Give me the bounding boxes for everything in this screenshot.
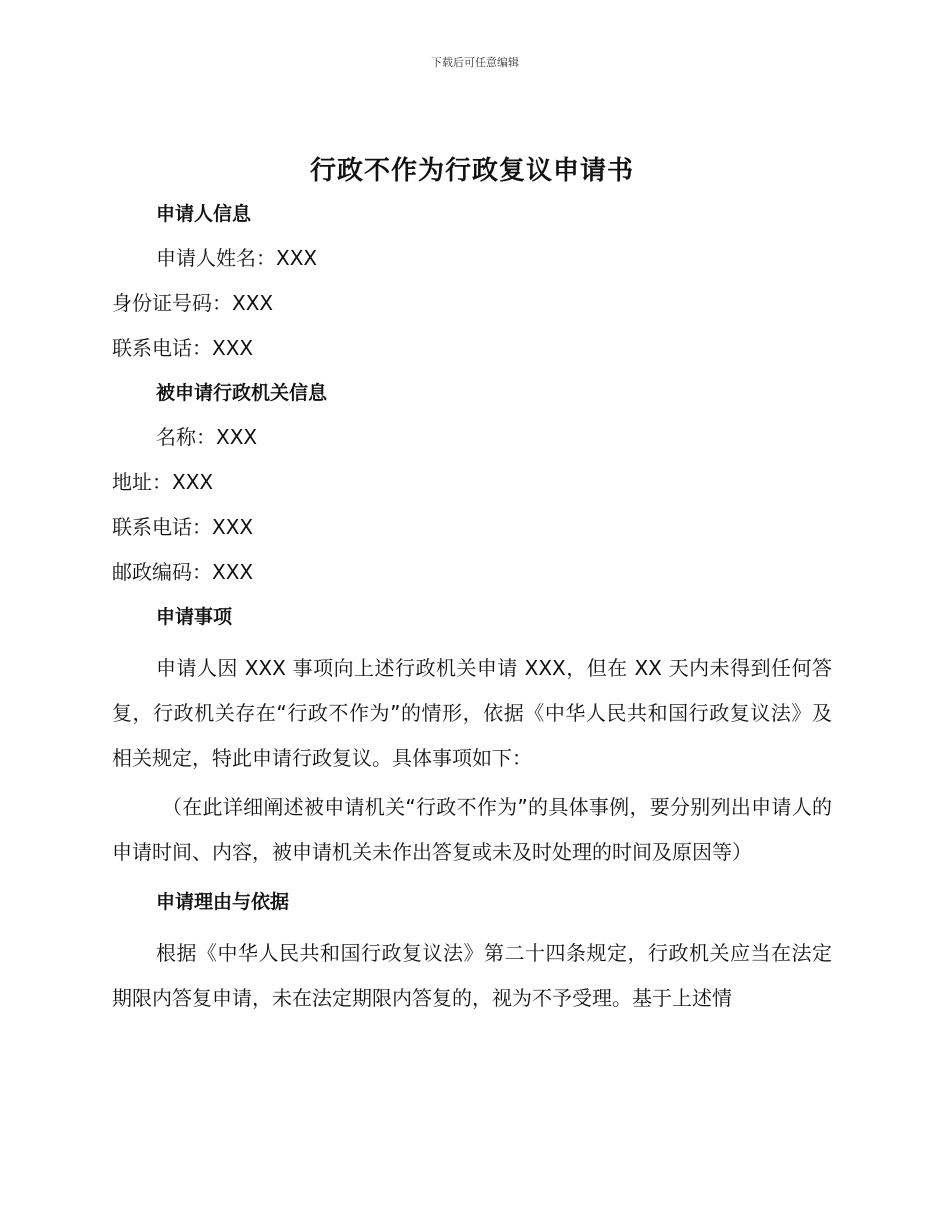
reasons-heading: 申请理由与依据 [156, 891, 290, 913]
reasons-paragraph: 根据《中华人民共和国行政复议法》第二十四条规定，行政机关应当在法定期限内答复申请，未在法定期限内答复的，视为不予受理。基于上述情 [112, 941, 832, 1010]
applicant-section [112, 199, 832, 363]
document-title: 行政不作为行政复议申请书 [309, 156, 634, 186]
reasons-section [112, 887, 832, 1021]
respondent-name-line: 名称：XXX [156, 425, 258, 449]
applicant-heading: 申请人信息 [156, 203, 252, 225]
header-note: 下载后可任意编辑 [431, 56, 519, 69]
respondent-postal-line: 邮政编码：XXX [112, 560, 254, 584]
applicant-name-line: 申请人姓名：XXX [156, 246, 318, 270]
matters-paragraph: 申请人因 XXX 事项向上述行政机关申请 XXX，但在 XX 天内未得到任何答复，行政机关存在“行政不作为”的情形，依据《中华人民共和国行政复议法》及相关规定，特此申请行政复议。具体事项如下： [112, 656, 832, 770]
matters-detail-paragraph: （在此详细阐述被申请机关“行政不作为”的具体事例，要分别列出申请人的申请时间、内容，被申请机关未作出答复或未及时处理的时间及原因等） [112, 795, 832, 864]
applicant-id-line: 身份证号码：XXX [112, 291, 274, 315]
respondent-heading: 被申请行政机关信息 [156, 382, 328, 404]
respondent-phone-line: 联系电话：XXX [112, 515, 254, 539]
respondent-address-line: 地址：XXX [112, 470, 214, 494]
matters-heading: 申请事项 [156, 606, 233, 628]
matters-section [112, 602, 832, 875]
respondent-section [112, 378, 832, 587]
document-page [112, 150, 832, 1025]
applicant-phone-line: 联系电话：XXX [112, 336, 254, 360]
